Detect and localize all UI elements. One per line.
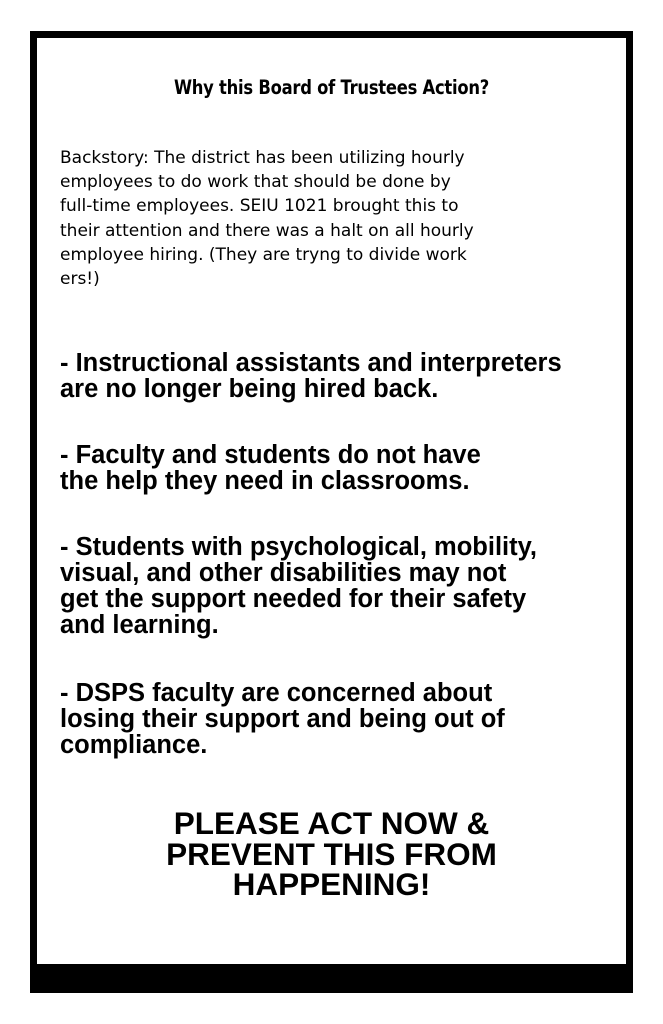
backstory-paragraph	[60, 146, 600, 291]
backstory-line: Backstory: The district has been utilizing hourly	[60, 148, 465, 168]
bullet-faculty-and-students	[60, 442, 615, 494]
bottom-border-band	[37, 964, 626, 986]
flyer-frame	[30, 31, 633, 993]
bullet-line: and learning.	[60, 611, 219, 639]
call-to-action	[37, 805, 626, 902]
bullet-line: - DSPS faculty are concerned about	[60, 679, 493, 707]
backstory-line: ers!)	[60, 269, 100, 290]
backstory-line: employee hiring. (They are tryng to divide work	[60, 244, 467, 265]
bullet-line: are no longer being hired back.	[60, 375, 439, 403]
bullet-instructional-assistants	[60, 350, 615, 402]
cta-line: HAPPENING!	[232, 866, 431, 902]
bullet-line: losing their support and being out of	[60, 705, 505, 733]
bullet-line: - Instructional assistants and interpreters	[60, 349, 562, 377]
bullet-line: visual, and other disabilities may not	[60, 559, 507, 587]
backstory-line: their attention and there was a halt on all hourly	[60, 220, 474, 241]
bullet-dsps-faculty	[60, 680, 615, 758]
bullet-line: get the support needed for their safety	[60, 585, 527, 613]
cta-line: PLEASE ACT NOW &	[173, 805, 490, 841]
backstory-line: employees to do work that should be done by	[60, 172, 451, 193]
cta-line: PREVENT THIS FROM	[166, 835, 497, 872]
bullet-line: compliance.	[60, 731, 208, 759]
backstory-line: full-time employees. SEIU 1021 brought this to	[60, 196, 459, 217]
bullet-students-with-disabilities	[60, 534, 615, 638]
bullet-line: - Faculty and students do not have	[60, 441, 481, 469]
bullet-line: - Students with psychological, mobility,	[60, 533, 537, 561]
bullet-line: the help they need in classrooms.	[60, 467, 470, 495]
flyer-heading: Why this Board of Trustees Action?	[173, 76, 490, 99]
